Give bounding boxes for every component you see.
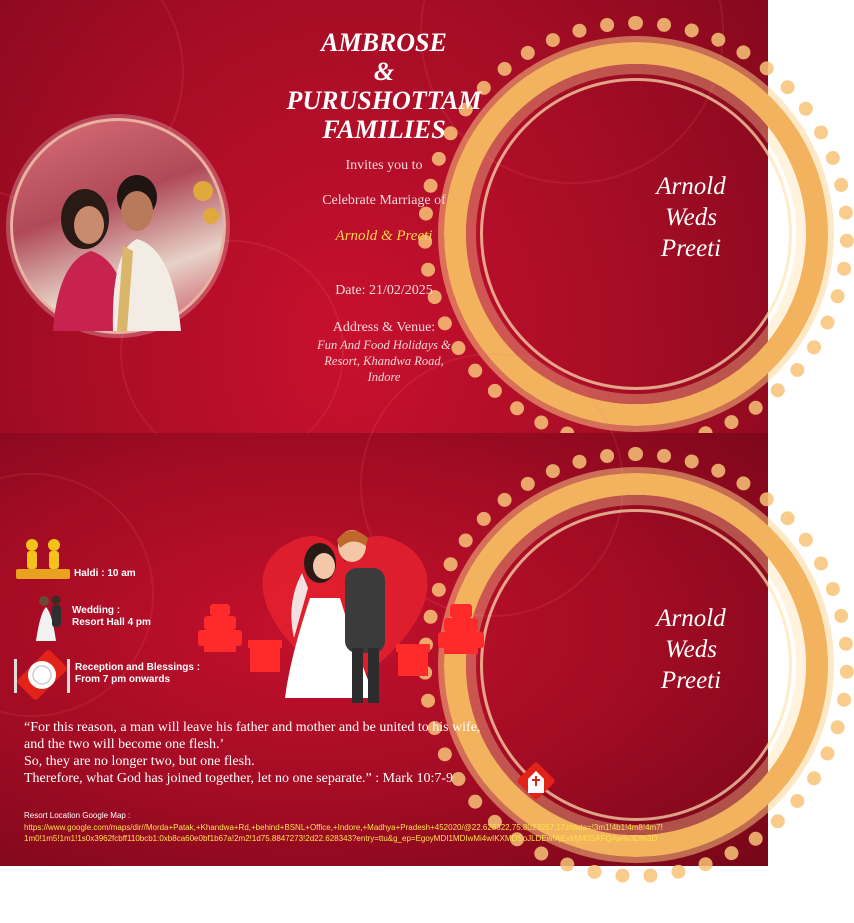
couple-photo bbox=[10, 118, 226, 334]
reception-plate-icon bbox=[12, 647, 72, 703]
families-line: & bbox=[373, 57, 395, 86]
wedding-icon bbox=[30, 593, 70, 643]
quote-line: and the two will become one flesh.’ bbox=[24, 737, 225, 752]
couple-names: Arnold & Preeti bbox=[335, 228, 433, 244]
couple-photo-illustration bbox=[13, 121, 223, 331]
quote-line: So, they are no longer two, but one flesh. bbox=[24, 754, 255, 769]
church-icon bbox=[514, 759, 558, 803]
save-the-date-panel bbox=[0, 433, 768, 922]
save-the-date-heading: Save the Date bbox=[254, 896, 390, 922]
map-label: Resort Location Google Map : bbox=[24, 811, 131, 820]
event-line: Haldi : 10 am bbox=[74, 568, 136, 579]
haldi-icon bbox=[14, 535, 72, 581]
event-wedding bbox=[72, 605, 151, 629]
event-line: Reception and Blessings : bbox=[75, 662, 201, 673]
couple-illustration bbox=[190, 518, 500, 708]
weds-line: Preeti bbox=[660, 235, 722, 262]
venue-line: Indore bbox=[367, 370, 401, 384]
event-line: Wedding : bbox=[72, 605, 121, 616]
weds-line: Arnold bbox=[656, 173, 726, 200]
event-line: Resort Hall 4 pm bbox=[72, 617, 151, 628]
venue-line: Resort, Khandwa Road, bbox=[324, 354, 444, 368]
bible-verse-quote bbox=[24, 719, 544, 787]
weds-line: Weds bbox=[665, 204, 717, 231]
weds-line: Arnold bbox=[656, 605, 726, 632]
venue-line: Fun And Food Holidays & bbox=[317, 338, 451, 352]
event-date: Date: 21/02/2025 bbox=[335, 283, 433, 298]
event-reception bbox=[75, 662, 200, 686]
invitation-top-panel bbox=[0, 0, 768, 433]
families-line: PURUSHOTTAM bbox=[286, 86, 482, 115]
quote-line: Therefore, what God has joined together, let no one separate.” : Mark 10:7-9 bbox=[24, 771, 454, 786]
event-line: From 7 pm onwards bbox=[75, 674, 171, 685]
weds-caption bbox=[626, 171, 756, 264]
event-haldi bbox=[74, 568, 136, 580]
host-families-heading bbox=[232, 28, 536, 144]
address-label: Address & Venue: bbox=[332, 320, 436, 335]
families-line: AMBROSE bbox=[321, 28, 447, 57]
weds-line: Preeti bbox=[660, 667, 722, 694]
invites-text: Invites you to bbox=[345, 158, 423, 173]
weds-line: Weds bbox=[665, 636, 717, 663]
celebrate-text: Celebrate Marriage of bbox=[322, 193, 446, 208]
quote-line: “For this reason, a man will leave his father and mother and be united to his wife, bbox=[24, 720, 481, 735]
weds-caption bbox=[626, 603, 756, 696]
google-map-link[interactable]: https://www.google.com/maps/dir//Morda+Patak,+Khandwa+Rd,+behind+BSNL+Office,+Indore,+Madhya+Pradesh+452020/@22.628322,75.8023257,17z/data=!3m1!4b1!4m8!4m7!1m0!1m5!1m1!1s0x3962fcbff110bcb1:0xb8ca60e0bf1b67a!2m2!1d75.8847273!2d22.628343?entry=ttu&g_ep=EgoyMDI1MDIwMi4wIKXMDSoJLDEwMjExMjM0SAFQAw%3D%3D bbox=[24, 823, 663, 843]
families-line: FAMILIES bbox=[322, 115, 446, 144]
